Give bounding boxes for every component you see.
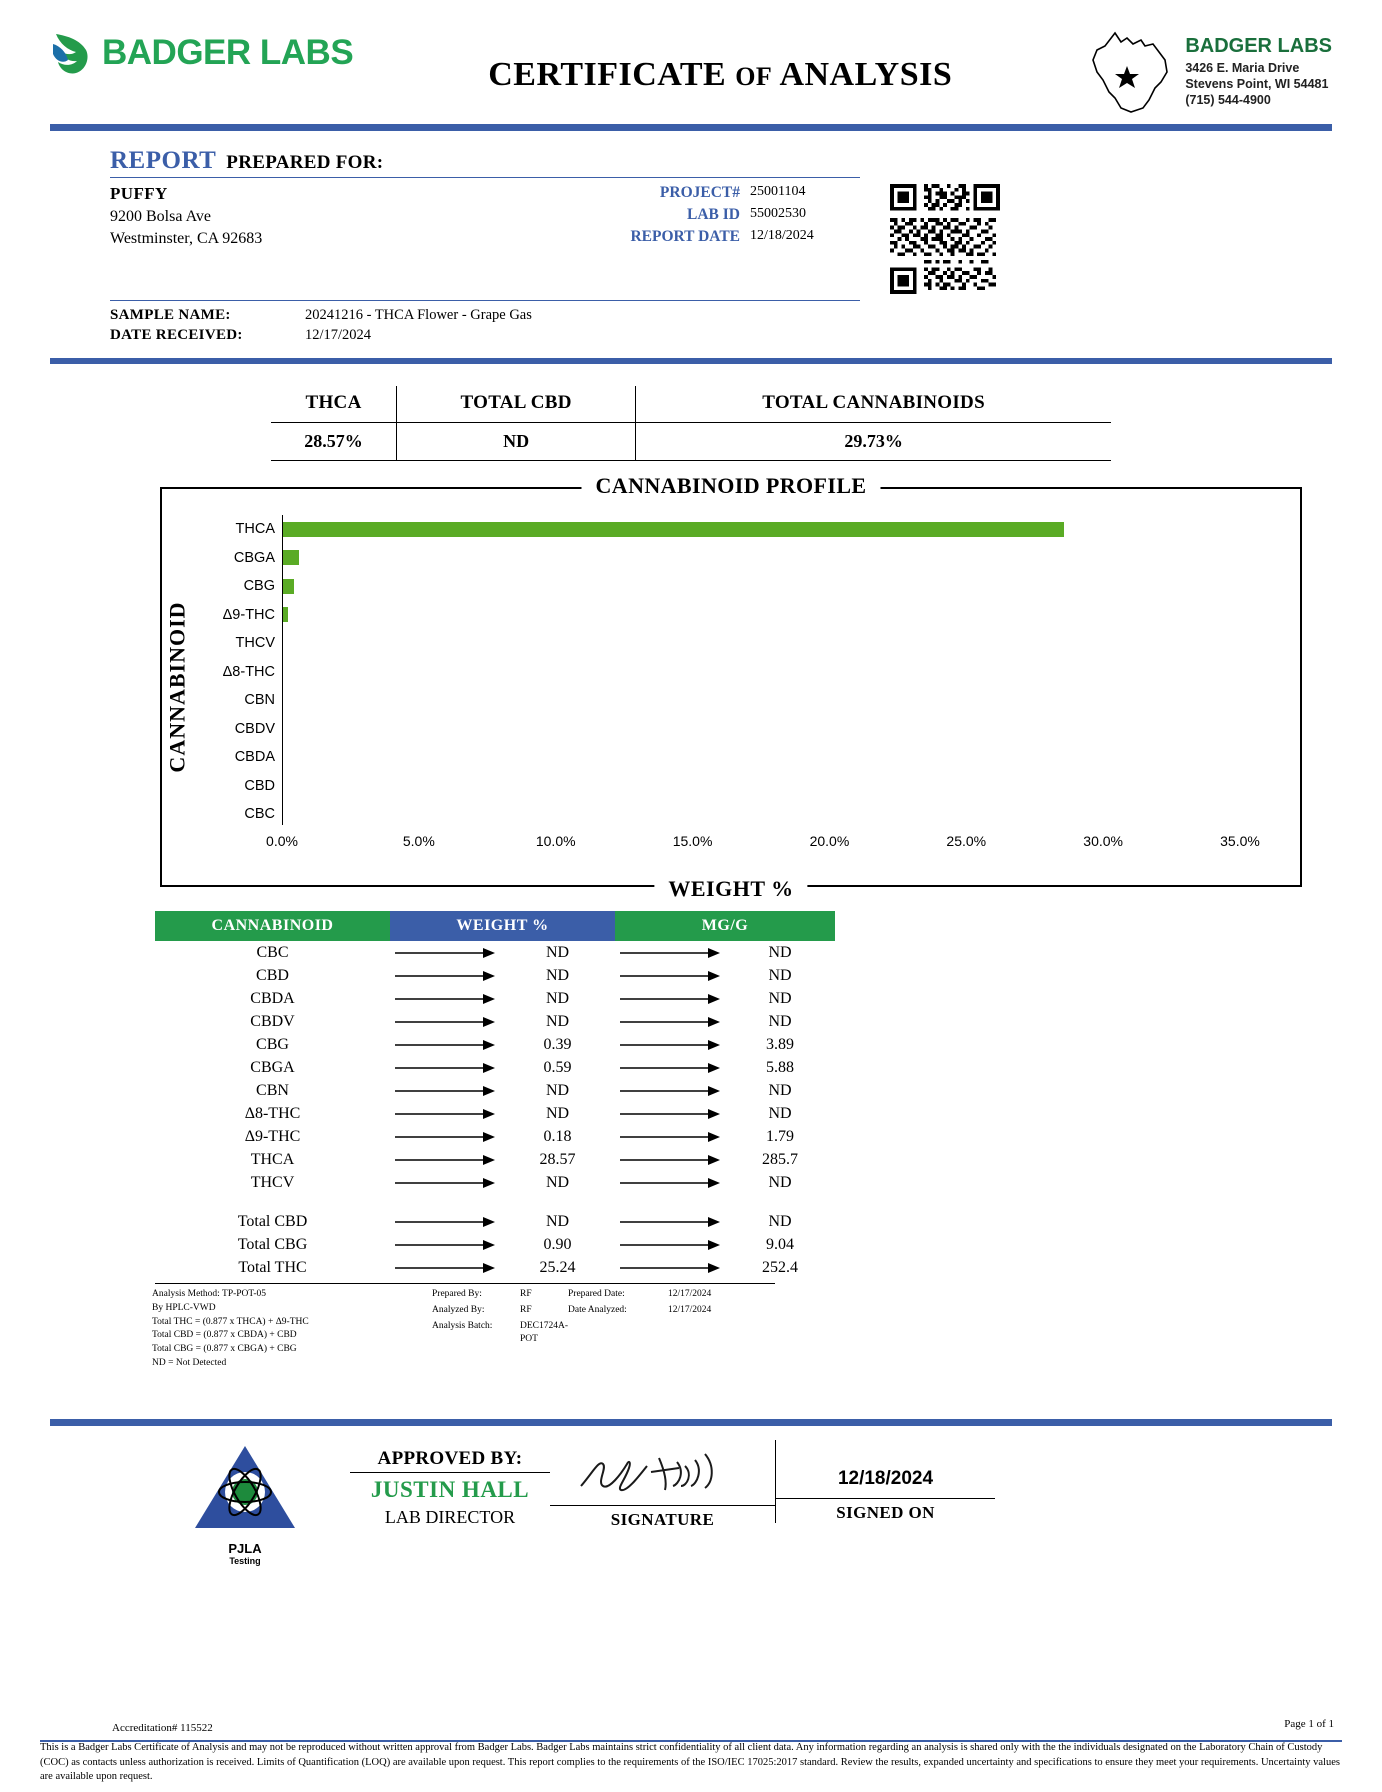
table-row [155,987,835,1010]
chart-bar-label: CBC [244,806,275,823]
report-date-label: REPORT DATE [630,228,740,245]
arrow-icon [620,1155,720,1165]
mgg-value: 9.04 [766,1235,794,1253]
meta-value: DEC1724A-POT [520,1320,569,1345]
chart-bar-row [243,572,1240,601]
chart-x-tick: 30.0% [1083,833,1123,849]
analyte-name: CBGA [250,1058,295,1076]
summary-header-2: TOTAL CANNABINOIDS [762,392,985,413]
chart-x-tick: 20.0% [809,833,850,849]
arrow-cell [615,1086,725,1096]
date-received-value: 12/17/2024 [305,327,372,343]
pjla-accreditation-logo [160,1440,330,1566]
method-note-line: Total THC = (0.877 x THCA) + Δ9-THC [152,1316,309,1327]
table-total-row [155,1210,835,1233]
arrow-cell [390,1240,500,1250]
project-number-label: PROJECT# [659,184,740,201]
client-city: Westminster, CA 92683 [110,230,263,247]
weight-percent-value: 0.59 [543,1058,572,1076]
prepared-for-label: PREPARED FOR: [226,152,384,173]
arrow-icon [395,1132,495,1142]
method-note-line: ND = Not Detected [152,1357,227,1368]
chart-bar-row [235,515,1240,544]
chart-x-tick: 0.0% [266,833,298,849]
table-totals [155,1210,835,1279]
summary-table [271,386,1111,461]
client-block [110,178,530,294]
summary-header-0: THCA [305,392,362,413]
sample-divider [110,300,860,301]
weight-percent-value: ND [545,966,570,984]
arrow-cell [390,1132,500,1142]
analysis-meta-line [432,1320,762,1348]
arrow-cell [615,1217,725,1227]
wisconsin-state-icon [1087,30,1177,116]
disclaimer-text: This is a Badger Labs Certificate of Analysis and may not be reproduced without written approval from Badger Labs. Badger Labs maintains strict confidentiality of all client data. Any information regarding an analysis is shared only with the the individuals designated on the Laboratory Chain of Custody (COC) as contacts unless authorization is received. Limits of Quantification (LOQ) are available upon request. This report complies to the requirements of the ISO/IEC 17025:2017 standard. Review the results, expanded uncertainty and specifications to ensure they meet your requirements. Uncertainty values are available upon request. [40,1742,1340,1782]
arrow-cell [615,971,725,981]
arrow-icon [620,948,720,958]
arrow-icon [395,1217,495,1227]
arrow-icon [395,1109,495,1119]
method-notes-right [432,1288,762,1371]
page-title [488,56,952,94]
mgg-value: ND [768,1212,792,1230]
analyte-name: CBC [256,943,289,961]
weight-percent-value: 0.90 [543,1235,572,1253]
chart-title: CANNABINOID PROFILE [581,473,880,499]
chart-x-tick: 5.0% [402,833,435,849]
mgg-value: 252.4 [762,1258,798,1276]
signed-on-block [775,1440,995,1523]
signature-block [550,1440,775,1530]
approver-title: LAB DIRECTOR [384,1506,516,1527]
weight-percent-value: ND [545,943,570,961]
qr-code[interactable] [890,184,1000,294]
weight-percent-value: ND [545,1104,570,1122]
chart-bar [283,579,294,594]
arrow-cell [390,1017,500,1027]
chart-bar-label: Δ9-THC [222,606,275,623]
lab-address-block [1087,30,1332,116]
arrow-cell [390,1263,500,1273]
client-street: 9200 Bolsa Ave [110,208,212,225]
mgg-value: ND [768,966,792,984]
report-info-section [40,131,1342,344]
table-total-row [155,1256,835,1279]
table-row [155,1010,835,1033]
chart-bar-label: CBN [244,692,275,709]
chart-bar-label: CBDA [234,749,275,766]
approval-section [40,1426,1342,1566]
weight-percent-value: ND [545,989,570,1007]
meta-value: RF [520,1289,532,1299]
arrow-icon [395,1063,495,1073]
arrow-cell [615,1178,725,1188]
table-header-row [155,911,835,941]
arrow-icon [620,1109,720,1119]
mgg-value: 5.88 [766,1058,794,1076]
chart-x-tick: 15.0% [672,833,713,849]
title-of: OF [735,62,773,91]
arrow-icon [620,994,720,1004]
cannabinoid-profile-chart [160,473,1302,901]
method-note-line: By HPLC-VWD [152,1302,216,1313]
chart-bar-label: THCA [235,521,275,538]
chart-bar-label: THCV [235,635,275,652]
chart-y-axis-label: CANNABINOID [165,593,191,780]
meta-label: Analysis Batch: [432,1320,493,1331]
chart-bar-label: CBGA [233,549,275,566]
meta-label: Analyzed By: [432,1304,485,1315]
accreditation-number: Accreditation# 115522 [112,1722,213,1734]
leaf-icon [50,30,92,76]
method-notes-left [152,1288,432,1371]
report-date-value: 12/18/2024 [750,228,814,243]
arrow-icon [395,1263,495,1273]
arrow-cell [615,948,725,958]
arrow-cell [390,971,500,981]
arrow-cell [615,1263,725,1273]
analyte-name: Total CBG [237,1235,308,1253]
arrow-icon [395,1240,495,1250]
analyte-name: THCA [250,1150,295,1168]
analyte-name: Δ9-THC [244,1127,301,1145]
document-header [40,0,1342,116]
table-total-row [155,1233,835,1256]
table-row [155,1148,835,1171]
table-row [155,1079,835,1102]
table-row [155,1125,835,1148]
arrow-cell [390,994,500,1004]
arrow-cell [390,948,500,958]
summary-value-0: 28.57% [271,423,397,461]
arrow-icon [395,1040,495,1050]
title-analysis: ANALYSIS [779,56,953,93]
chart-bar-row [234,715,1240,744]
table-header-mgg: MG/G [615,911,835,941]
report-heading: REPORT [110,147,217,174]
project-block [530,178,860,294]
arrow-icon [620,1178,720,1188]
weight-percent-value: ND [545,1012,570,1030]
arrow-icon [620,1040,720,1050]
mgg-value: 1.79 [766,1127,794,1145]
meta-value-2: 12/17/2024 [668,1304,712,1315]
arrow-icon [395,1086,495,1096]
analyte-name: CBDA [250,989,295,1007]
footer-divider [50,1419,1332,1426]
chart-bar-row [222,658,1240,687]
arrow-icon [395,971,495,981]
arrow-icon [620,971,720,981]
brand-name: BADGER LABS [102,33,354,72]
arrow-cell [390,1109,500,1119]
table-row [155,1171,835,1194]
sample-block [110,307,1282,344]
lab-id-value: 55002530 [750,206,806,221]
table-row [155,941,835,964]
arrow-cell [615,1109,725,1119]
analyte-name: Δ8-THC [244,1104,301,1122]
arrow-cell [390,1040,500,1050]
arrow-cell [615,994,725,1004]
section-divider [50,358,1332,364]
arrow-cell [390,1155,500,1165]
analyte-name: CBDV [250,1012,295,1030]
title-certificate: CERTIFICATE [488,56,727,93]
weight-percent-value: ND [545,1212,570,1230]
chart-x-tick: 10.0% [535,833,576,849]
arrow-cell [615,1040,725,1050]
arrow-icon [620,1017,720,1027]
signed-date: 12/18/2024 [837,1467,934,1489]
meta-value-2: 12/17/2024 [668,1289,712,1299]
analyte-name: CBG [256,1035,289,1053]
table-row [155,964,835,987]
weight-percent-value: 0.39 [543,1035,572,1053]
arrow-icon [620,1263,720,1273]
pjla-sub: Testing [229,1555,261,1566]
badger-labs-logo [50,30,353,76]
chart-bar-row [244,772,1240,801]
arrow-cell [615,1155,725,1165]
weight-percent-value: 28.57 [539,1150,576,1168]
header-divider [50,124,1332,131]
chart-bar-row [244,800,1240,829]
client-name: PUFFY [110,184,168,203]
method-note-line: Total CBG = (0.877 x CBGA) + CBG [152,1344,297,1355]
arrow-cell [615,1240,725,1250]
arrow-cell [615,1017,725,1027]
mgg-value: 3.89 [766,1035,794,1053]
analysis-meta-line [432,1304,762,1318]
arrow-cell [390,1063,500,1073]
pjla-icon [185,1440,305,1536]
sample-name-label: SAMPLE NAME: [110,307,231,323]
chart-bar [283,522,1064,537]
weight-percent-value: 25.24 [539,1258,576,1276]
table-body [155,941,835,1194]
table-row [155,1056,835,1079]
arrow-icon [620,1240,720,1250]
mgg-value: 285.7 [762,1150,798,1168]
chart-bar-row [233,544,1240,573]
sample-name-value: 20241216 - THCA Flower - Grape Gas [305,307,532,323]
chart-bar-label: Δ8-THC [222,663,275,680]
arrow-icon [395,994,495,1004]
arrow-cell [615,1132,725,1142]
summary-value-1: ND [397,423,636,461]
pjla-name: PJLA [228,1540,262,1556]
arrow-icon [620,1132,720,1142]
lab-address-2: Stevens Point, WI 54481 [1185,76,1329,91]
mgg-value: ND [768,1173,792,1191]
analyte-name: CBD [256,966,289,984]
arrow-icon [395,948,495,958]
mgg-value: ND [768,1081,792,1099]
meta-label-2: Prepared Date: [568,1289,625,1299]
weight-percent-value: 0.18 [543,1127,572,1145]
cannabinoid-results-table [155,911,835,1284]
meta-label-2 [568,1320,660,1348]
arrow-icon [620,1086,720,1096]
lab-phone: (715) 544-4900 [1185,92,1271,107]
approved-by-label: APPROVED BY: [377,1447,523,1469]
mgg-value: ND [768,1104,792,1122]
analyte-name: CBN [256,1081,289,1099]
chart-plot-area [222,515,1240,825]
page-number: Page 1 of 1 [1284,1718,1334,1730]
date-received-label: DATE RECEIVED: [110,327,243,343]
weight-percent-value: ND [545,1173,570,1191]
project-number-value: 25001104 [750,184,806,199]
arrow-cell [390,1086,500,1096]
approver-name: JUSTIN HALL [370,1476,530,1502]
table-row [155,1102,835,1125]
chart-bar-label: CBG [243,578,275,595]
chart-bar-row [222,601,1240,630]
meta-value: RF [520,1304,532,1315]
arrow-cell [615,1063,725,1073]
chart-x-axis-label: WEIGHT % [654,876,807,902]
chart-bar-row [235,629,1240,658]
lab-id-label: LAB ID [687,206,740,223]
chart-bar-label: CBDV [234,720,275,737]
lab-address-1: 3426 E. Maria Drive [1185,60,1300,75]
approved-by-block [350,1440,550,1528]
analyte-name: Total THC [238,1258,307,1276]
meta-label-2: Date Analyzed: [568,1304,627,1315]
mgg-value: ND [768,989,792,1007]
table-row [155,1033,835,1056]
arrow-cell [390,1178,500,1188]
chart-x-tick: 25.0% [946,833,987,849]
mgg-value: ND [768,1012,792,1030]
signature-label: SIGNATURE [610,1509,715,1529]
method-note-line: Analysis Method: TP-POT-05 [152,1289,267,1299]
arrow-icon [395,1155,495,1165]
arrow-icon [620,1063,720,1073]
weight-percent-value: ND [545,1081,570,1099]
arrow-cell [390,1217,500,1227]
meta-label: Prepared By: [432,1289,482,1299]
analysis-meta-line [432,1288,762,1302]
analyte-name: THCV [250,1173,295,1191]
table-header-weight: WEIGHT % [390,911,615,941]
analyte-name: Total CBD [237,1212,308,1230]
chart-x-tick: 35.0% [1220,833,1260,849]
chart-bar-label: CBD [244,777,275,794]
signature-image [573,1448,753,1500]
lab-name: BADGER LABS [1185,35,1332,57]
chart-bar [283,607,288,622]
arrow-icon [395,1178,495,1188]
summary-header-1: TOTAL CBD [397,386,636,423]
chart-bar [283,550,299,565]
method-note-line: Total CBD = (0.877 x CBDA) + CBD [152,1330,297,1341]
arrow-icon [620,1217,720,1227]
mgg-value: ND [768,943,792,961]
summary-value-2: 29.73% [636,423,1111,461]
arrow-icon [395,1017,495,1027]
chart-bar-row [244,686,1240,715]
chart-bar-row [234,743,1240,772]
signed-on-label: SIGNED ON [836,1502,935,1522]
method-notes [152,1288,1342,1371]
table-header-cannabinoid: CANNABINOID [155,911,390,941]
